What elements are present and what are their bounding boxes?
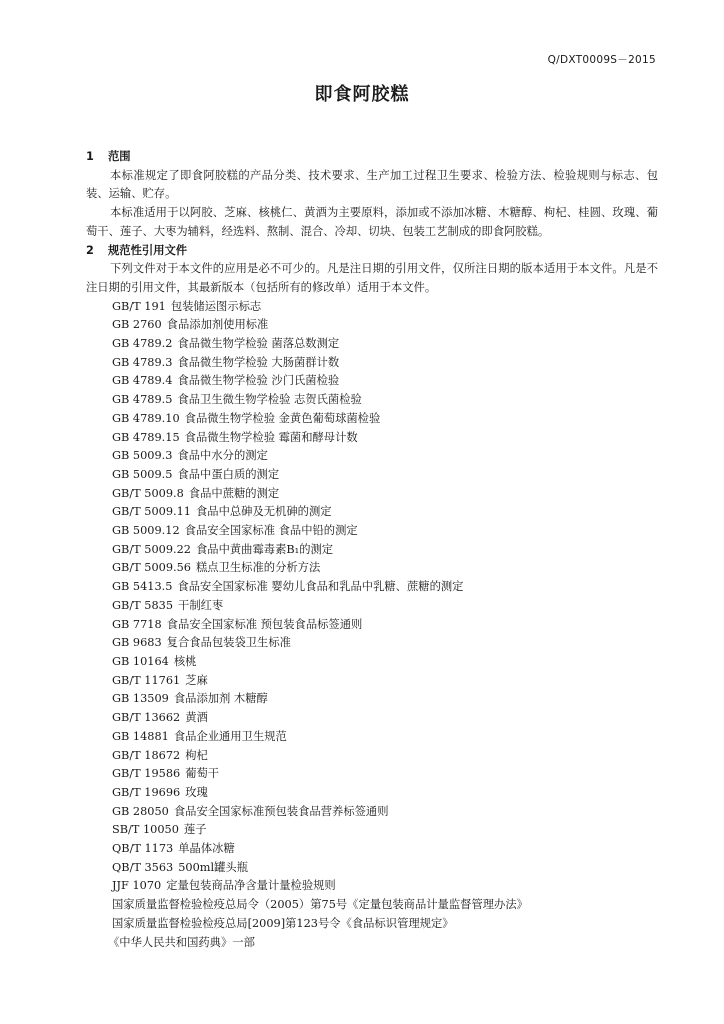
reference-code: GB 14881 <box>112 729 169 743</box>
reference-name: 食品中蔗糖的测定 <box>188 486 280 500</box>
reference-code: GB 4789.3 <box>112 355 173 369</box>
document-body <box>86 148 658 952</box>
reference-list <box>108 298 658 953</box>
reference-code: GB/T 5835 <box>112 598 174 612</box>
reference-item <box>112 709 658 728</box>
reference-item <box>112 559 658 578</box>
reference-name: 黄酒 <box>185 711 208 725</box>
reference-item <box>112 522 658 541</box>
reference-item <box>112 616 658 635</box>
reference-name: 食品中水分的测定 <box>177 449 268 463</box>
reference-item <box>112 747 658 766</box>
reference-item <box>112 298 658 317</box>
reference-code: GB/T 191 <box>112 299 166 313</box>
reference-name: 包装储运图示标志 <box>170 299 262 313</box>
document-title: 即食阿胶糕 <box>314 84 410 105</box>
section-number: 2 <box>86 243 94 257</box>
reference-name: 食品微生物学检验 金黄色葡萄球菌检验 <box>184 411 381 425</box>
reference-item <box>112 466 658 485</box>
reference-code: GB 13509 <box>112 692 169 706</box>
reference-item <box>112 503 658 522</box>
reference-code: GB/T 11761 <box>112 673 181 687</box>
reference-code: GB/T 18672 <box>112 748 181 762</box>
reference-name: 玫瑰 <box>185 785 208 799</box>
reference-item <box>112 410 658 429</box>
reference-code: GB 5413.5 <box>112 580 173 594</box>
reference-code: GB/T 5009.22 <box>112 542 191 556</box>
reference-name: 食品添加剂使用标准 <box>166 318 269 332</box>
reference-item <box>112 803 658 822</box>
reference-code: GB/T 13662 <box>112 711 181 725</box>
section-heading-scope <box>86 148 658 167</box>
reference-code: GB 5009.12 <box>112 524 180 538</box>
reference-item <box>112 690 658 709</box>
section-heading-normative-references <box>86 242 658 261</box>
reference-item <box>112 316 658 335</box>
reference-item <box>112 634 658 653</box>
reference-code: GB 9683 <box>112 636 162 650</box>
reference-code: GB 5009.3 <box>112 449 173 463</box>
reference-name: 食品添加剂 木糖醇 <box>173 692 268 706</box>
reference-item <box>112 728 658 747</box>
reference-code: GB 7718 <box>112 617 162 631</box>
reference-item <box>112 597 658 616</box>
scope-paragraph: 本标准适用于以阿胶、芝麻、核桃仁、黄酒为主要原料，添加或不添加冰糖、木糖醇、枸杞、桂圆、玫瑰、葡萄干、莲子、大枣为辅料，经选料、熬制、混合、冷却、切块、包装工艺制成的即食阿胶糕。 <box>86 206 658 238</box>
reference-code: GB 4789.15 <box>112 430 180 444</box>
section-number: 1 <box>86 150 94 163</box>
reference-code: GB 2760 <box>112 318 162 332</box>
reference-name: 食品中总砷及无机砷的测定 <box>195 505 332 519</box>
references-intro-paragraph: 下列文件对于本文件的应用是必不可少的。凡是注日期的引用文件，仅所注日期的版本适用于本文件。凡是不注日期的引用文件，其最新版本（包括所有的修改单）适用于本文件。 <box>86 262 658 294</box>
reference-item <box>112 429 658 448</box>
reference-code: GB 5009.5 <box>112 467 173 481</box>
scope-paragraph: 本标准规定了即食阿胶糕的产品分类、技术要求、生产加工过程卫生要求、检验方法、检验规则与标志、包装、运输、贮存。 <box>86 168 658 201</box>
reference-name: 芝麻 <box>185 673 208 687</box>
section-title: 规范性引用文件 <box>108 243 188 257</box>
reference-name: 食品微生物学检验 大肠菌群计数 <box>177 355 340 369</box>
reference-name: 食品安全国家标准 食品中铅的测定 <box>184 524 358 538</box>
reference-item <box>112 447 658 466</box>
reference-item <box>112 578 658 597</box>
reference-code: GB/T 5009.56 <box>112 561 191 575</box>
reference-item <box>112 653 658 672</box>
reference-item <box>112 672 658 691</box>
reference-name: 核桃 <box>173 654 197 668</box>
reference-name: 食品安全国家标准 婴幼儿食品和乳品中乳糖、蔗糖的测定 <box>177 580 464 594</box>
reference-name: 枸杞 <box>185 748 208 762</box>
regulation-item: 国家质量监督检验检疫总局令（2005）第75号《定量包装商品计量监督管理办法》 <box>112 898 528 912</box>
reference-name: 食品微生物学检验 霉菌和酵母计数 <box>184 430 358 444</box>
reference-code: JJF 1070 <box>112 879 162 893</box>
reference-name: 食品中蛋白质的测定 <box>177 467 280 481</box>
reference-name: 500ml罐头瓶 <box>178 860 249 874</box>
reference-name: 干制红枣 <box>178 598 224 612</box>
reference-name: 莲子 <box>183 823 207 837</box>
reference-name: 定量包装商品净含量计量检验规则 <box>166 879 336 893</box>
reference-name: 葡萄干 <box>185 767 220 781</box>
regulation-item: 《中华人民共和国药典》一部 <box>108 935 255 949</box>
reference-name: 复合食品包装袋卫生标准 <box>166 636 291 650</box>
reference-item <box>112 877 658 896</box>
reference-item <box>112 335 658 354</box>
reference-item <box>112 859 658 878</box>
section-title: 范围 <box>108 150 131 163</box>
reference-item <box>112 485 658 504</box>
reference-code: GB 10164 <box>112 654 169 668</box>
reference-code: GB/T 5009.11 <box>112 505 191 519</box>
standard-code: Q/DXT0009S－2015 <box>547 54 656 66</box>
reference-code: QB/T 1173 <box>112 842 174 856</box>
reference-code: SB/T 10050 <box>112 823 179 837</box>
reference-item <box>112 391 658 410</box>
reference-code: GB/T 19696 <box>112 785 181 799</box>
reference-code: GB/T 5009.8 <box>112 486 184 500</box>
reference-code: GB 4789.10 <box>112 411 180 425</box>
reference-item <box>112 541 658 560</box>
reference-item <box>112 784 658 803</box>
reference-item <box>112 372 658 391</box>
reference-item <box>112 821 658 840</box>
reference-name: 食品中黄曲霉毒素B₁的测定 <box>195 542 334 556</box>
regulation-item: 国家质量监督检验检疫总局[2009]第123号令《食品标识管理规定》 <box>112 916 454 930</box>
reference-item <box>112 840 658 859</box>
reference-name: 食品企业通用卫生规范 <box>173 729 287 743</box>
reference-name: 食品微生物学检验 菌落总数测定 <box>177 337 340 351</box>
reference-name: 单晶体冰糖 <box>178 842 235 856</box>
reference-code: QB/T 3563 <box>112 860 174 874</box>
reference-code: GB 4789.5 <box>112 393 173 407</box>
reference-name: 食品卫生微生物学检验 志贺氏菌检验 <box>177 393 362 407</box>
reference-code: GB 28050 <box>112 804 169 818</box>
reference-name: 食品微生物学检验 沙门氏菌检验 <box>177 374 340 388</box>
reference-item <box>112 765 658 784</box>
reference-code: GB 4789.4 <box>112 374 173 388</box>
reference-name: 食品安全国家标准预包装食品营养标签通则 <box>173 804 389 818</box>
reference-item <box>112 354 658 373</box>
reference-code: GB 4789.2 <box>112 337 173 351</box>
reference-code: GB/T 19586 <box>112 767 181 781</box>
reference-name: 糕点卫生标准的分析方法 <box>195 561 321 575</box>
reference-name: 食品安全国家标准 预包装食品标签通则 <box>166 617 363 631</box>
